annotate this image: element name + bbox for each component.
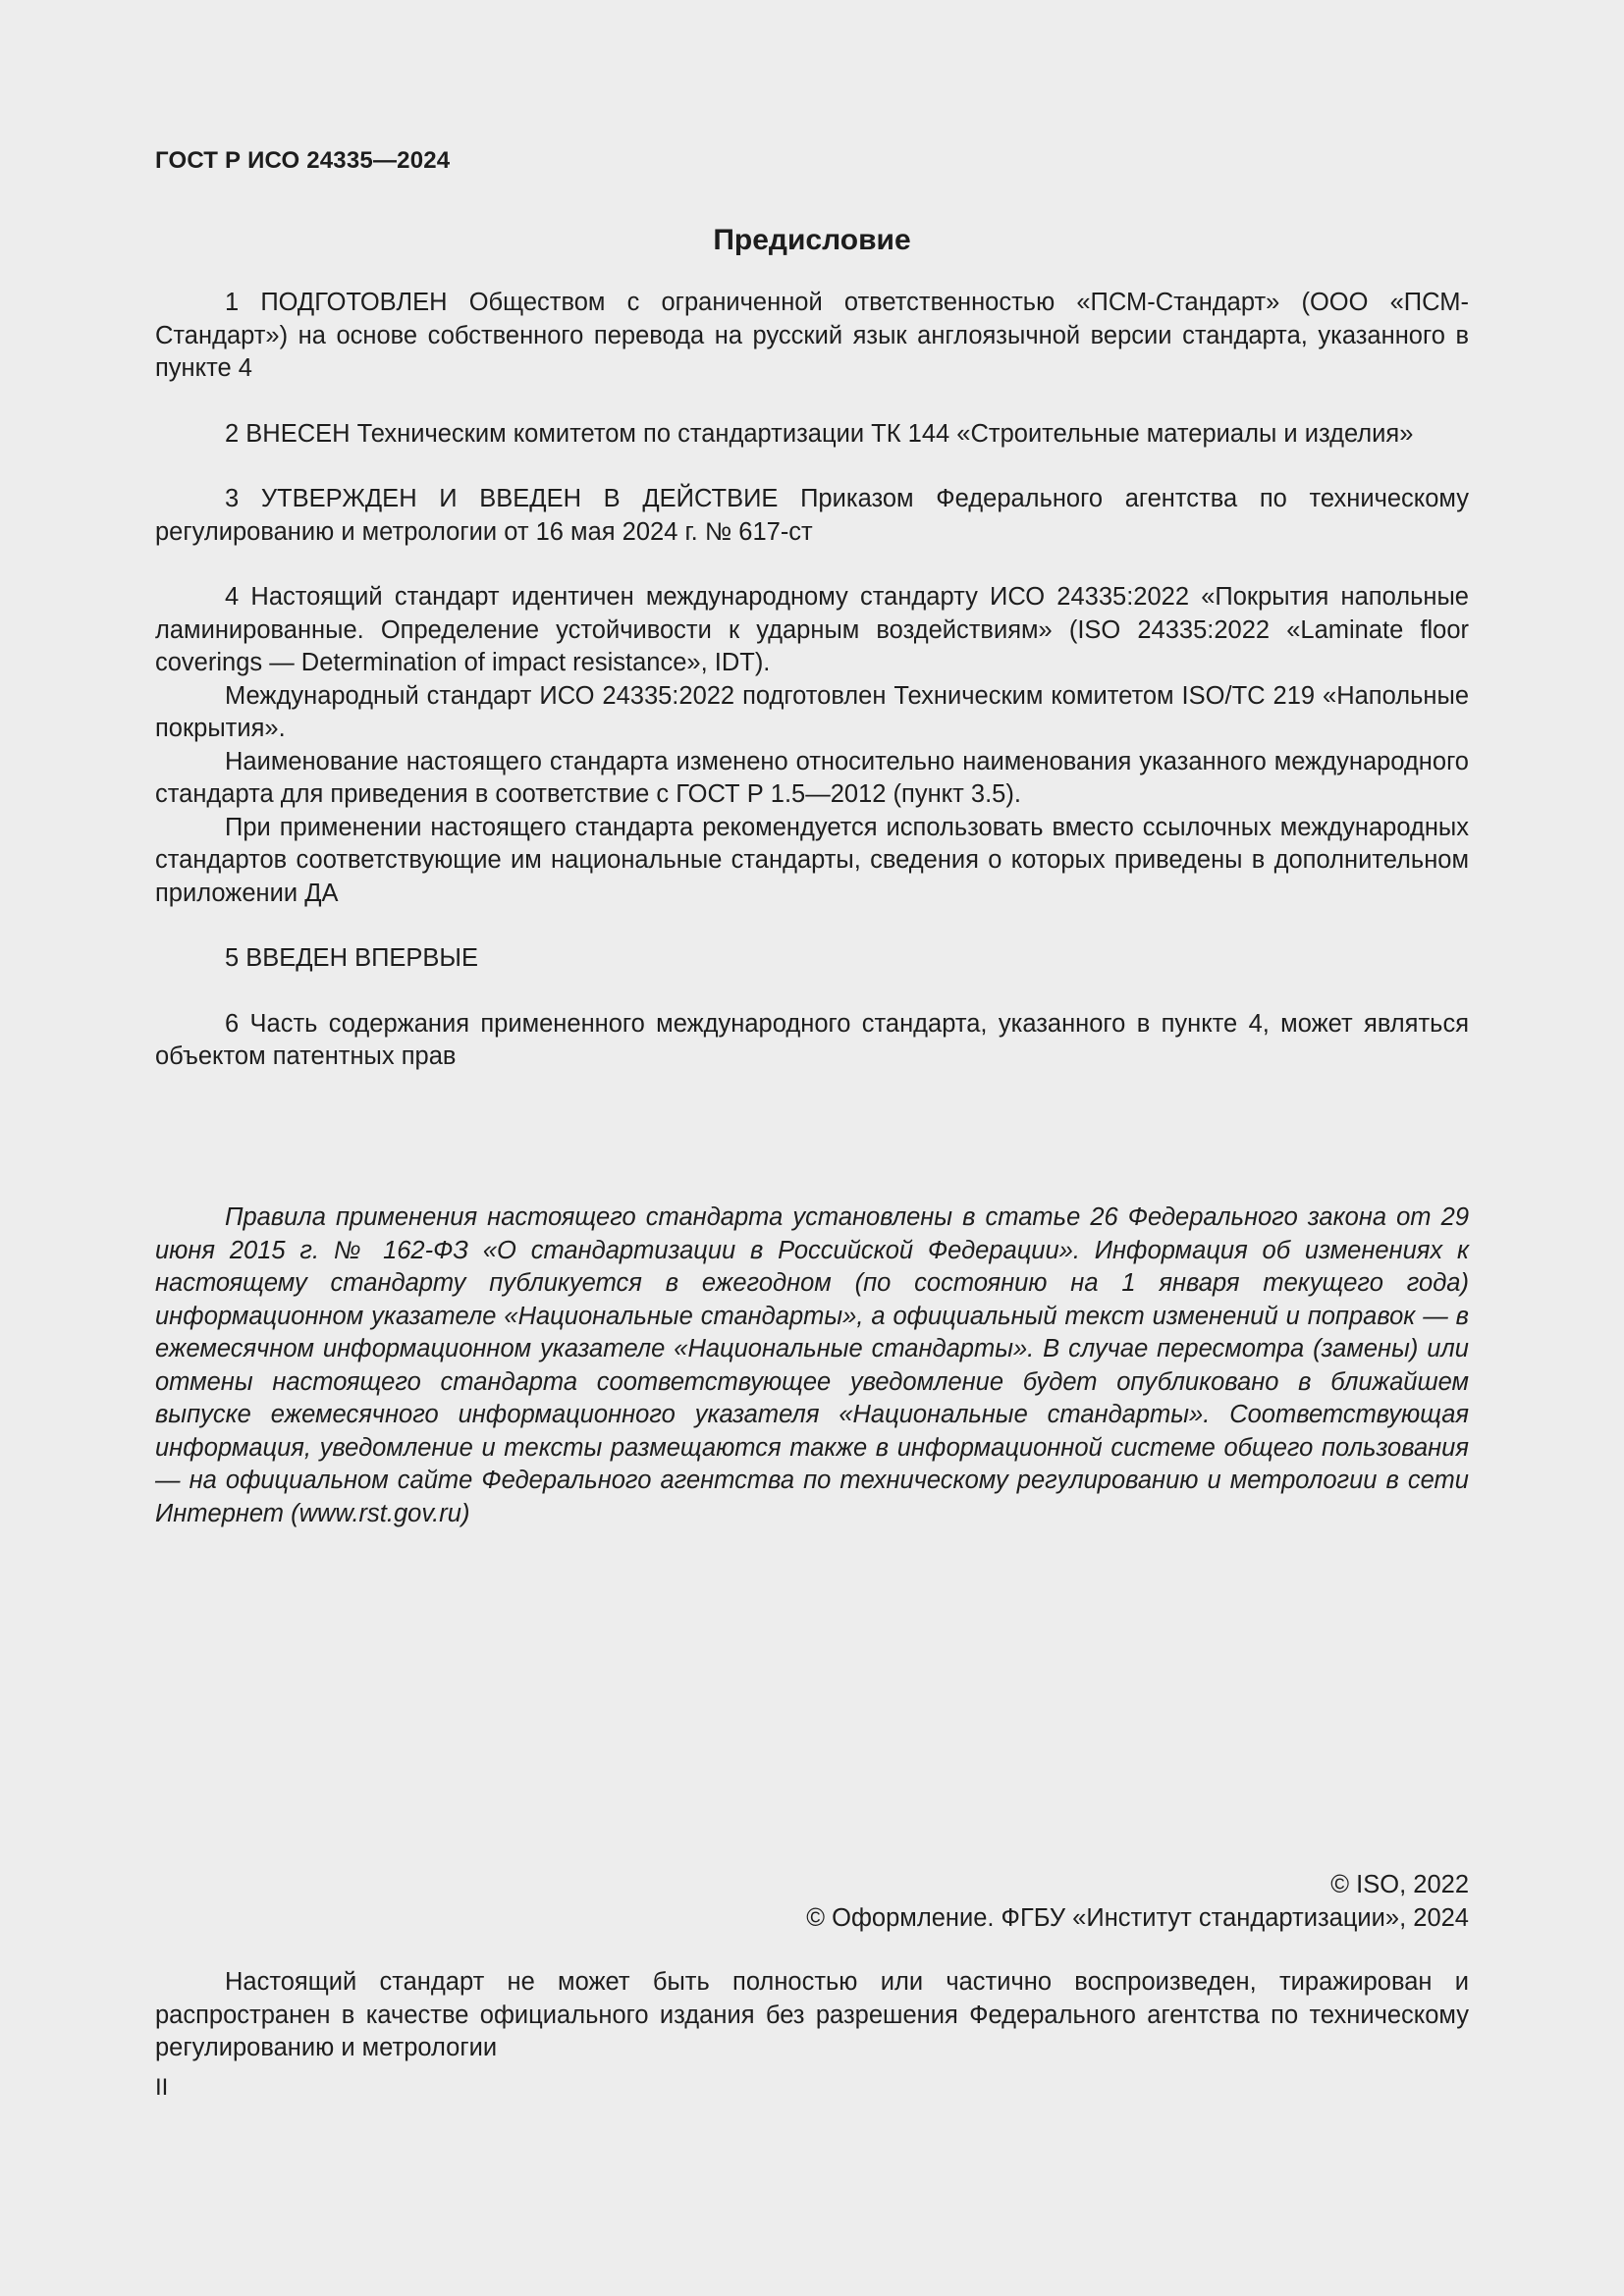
- item-1-prepared: 1 ПОДГОТОВЛЕН Обществом с ограниченной ответственностью «ПСМ-Стандарт» (ООО «ПСМ-Стандарт») на основе собственного перевода на русский язык англоязычной версии стандарта, указанного в пункте 4: [155, 289, 1469, 382]
- copyright-design: © Оформление. ФГБУ «Институт стандартизации», 2024: [806, 1903, 1469, 1932]
- page-title: Предисловие: [713, 224, 911, 256]
- foreword-body: [155, 287, 1469, 1074]
- application-rules-notice: Правила применения настоящего стандарта установлены в статье 26 Федерального закона от 29 июня 2015 г. № 162-ФЗ «О стандартизации в Российской Федерации». Информация об изменениях к настоящему стандарту публикуется в ежегодном (по состоянию на 1 января текущего года) информационном указателе «Национальные стандарты», а официальный текст изменений и поправок — в ежемесячном информационном указателе «Национальные стандарты». В случае пересмотра (замены) или отмены настоящего стандарта соответствующее уведомление будет опубликовано в ближайшем выпуске ежемесячного информационного указателя «Национальные стандарты». Соответствующая информация, уведомление и тексты размещаются также в информационной системе общего пользования — на официальном сайте Федерального агентства по техническому регулированию и метрологии в сети Интернет (www.rst.gov.ru): [155, 1203, 1469, 1527]
- item-3-approved: 3 УТВЕРЖДЕН И ВВЕДЕН В ДЕЙСТВИЕ Приказом Федерального агентства по техническому регулированию и метрологии от 16 мая 2024 г. № 617-ст: [155, 485, 1469, 546]
- item-4-identical: 4 Настоящий стандарт идентичен международному стандарту ИСО 24335:2022 «Покрытия напольные ламинированные. Определение устойчивости к ударным воздействиям» (ISO 24335:2022 «Laminate floor coverings — Determination of impact resistance», IDT).: [155, 583, 1469, 676]
- reprint-restriction-notice: Настоящий стандарт не может быть полностью или частично воспроизведен, тиражирован и распространен в качестве официального издания без разрешения Федерального агентства по техническому регулированию и метрологии: [155, 1968, 1469, 2061]
- page-number: II: [155, 2074, 169, 2101]
- document-code-header: ГОСТ Р ИСО 24335—2024: [155, 147, 451, 174]
- item-4-iso-committee: Международный стандарт ИСО 24335:2022 подготовлен Техническим комитетом ISO/TC 219 «Напольные покрытия».: [155, 681, 1469, 742]
- copyright-block: [806, 1869, 1469, 1935]
- item-2-introduced: 2 ВНЕСЕН Техническим комитетом по стандартизации ТК 144 «Строительные материалы и изделия»: [225, 419, 1414, 448]
- copyright-iso: © ISO, 2022: [1330, 1871, 1469, 1898]
- item-4-title-changed: Наименование настоящего стандарта изменено относительно наименования указанного международного стандарта для приведения в соответствие с ГОСТ Р 1.5—2012 (пункт 3.5).: [155, 747, 1469, 808]
- item-6-patent-rights: 6 Часть содержания примененного международного стандарта, указанного в пункте 4, может являться объектом патентных прав: [155, 1009, 1469, 1070]
- item-5-first-introduced: 5 ВВЕДЕН ВПЕРВЫЕ: [225, 944, 479, 972]
- item-4-references: При применении настоящего стандарта рекомендуется использовать вместо ссылочных международных стандартов соответствующие им национальные стандарты, сведения о которых приведены в дополнительном приложении ДА: [155, 813, 1469, 907]
